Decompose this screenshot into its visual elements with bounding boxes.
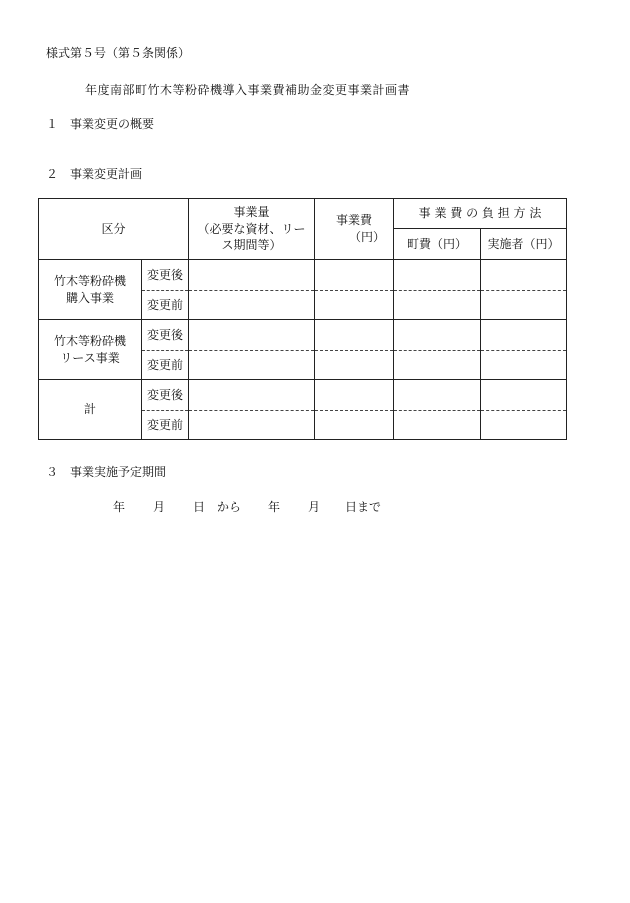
period-day-until: 日まで	[345, 500, 382, 514]
cell-total-after-quantity[interactable]	[189, 380, 315, 411]
header-quantity-line1: 事業量	[233, 204, 270, 219]
row-lease-before-label: 変更前	[142, 351, 189, 380]
header-burden-method: 事 業 費 の 負 担 方 法	[394, 199, 567, 229]
cell-total-before-town[interactable]	[394, 411, 481, 440]
header-town-cost: 町費（円）	[394, 229, 481, 260]
section-2-heading	[46, 168, 142, 180]
cell-purchase-before-cost[interactable]	[315, 291, 394, 320]
cell-lease-before-implementer[interactable]	[481, 351, 567, 380]
period-month-start: 月	[153, 500, 166, 514]
section-2-title: 事業変更計画	[70, 167, 143, 181]
row-purchase-line1: 竹木等粉砕機	[53, 273, 126, 288]
row-lease-after-label: 変更後	[142, 320, 189, 351]
cell-lease-before-town[interactable]	[394, 351, 481, 380]
header-quantity-line2: （必要な資材、リー	[197, 221, 306, 236]
row-lease-line1: 竹木等粉砕機	[53, 333, 126, 348]
section-3-heading	[46, 466, 166, 478]
header-cost	[315, 199, 394, 260]
header-quantity	[189, 199, 315, 260]
section-3-number: ３	[46, 465, 59, 479]
document-title: 年度南部町竹木等粉砕機導入事業費補助金変更事業計画書	[85, 83, 411, 97]
row-lease-line2: リース事業	[60, 350, 120, 365]
cell-lease-after-implementer[interactable]	[481, 320, 567, 351]
row-total-before-label: 変更前	[142, 411, 189, 440]
section-1-title: 事業変更の概要	[70, 117, 155, 131]
header-implementer: 実施者（円）	[481, 229, 567, 260]
change-plan-table	[38, 198, 567, 440]
header-category: 区分	[39, 199, 189, 260]
section-3-title: 事業実施予定期間	[70, 465, 167, 479]
row-purchase-before-label: 変更前	[142, 291, 189, 320]
period-year-start: 年	[113, 500, 126, 514]
cell-total-after-implementer[interactable]	[481, 380, 567, 411]
period-month-end: 月	[308, 500, 321, 514]
period-year-end: 年	[268, 500, 281, 514]
cell-lease-after-cost[interactable]	[315, 320, 394, 351]
header-quantity-line3: ス期間等）	[221, 238, 282, 253]
cell-lease-after-town[interactable]	[394, 320, 481, 351]
cell-purchase-after-quantity[interactable]	[189, 260, 315, 291]
header-cost-line1: 事業費	[336, 213, 373, 228]
row-purchase-after-label: 変更後	[142, 260, 189, 291]
implementation-period	[113, 501, 381, 513]
period-day-from: 日 から	[193, 500, 242, 514]
cell-purchase-before-implementer[interactable]	[481, 291, 567, 320]
cell-lease-before-quantity[interactable]	[189, 351, 315, 380]
cell-total-after-town[interactable]	[394, 380, 481, 411]
cell-total-before-implementer[interactable]	[481, 411, 567, 440]
row-purchase-category	[39, 260, 142, 320]
cell-lease-before-cost[interactable]	[315, 351, 394, 380]
row-purchase-line2: 購入事業	[65, 290, 114, 305]
section-1-heading	[46, 118, 154, 130]
header-cost-line2: （円）	[349, 230, 386, 244]
cell-total-before-quantity[interactable]	[189, 411, 315, 440]
row-lease-category	[39, 320, 142, 380]
section-2-number: ２	[46, 167, 59, 181]
cell-total-after-cost[interactable]	[315, 380, 394, 411]
section-1-number: １	[46, 117, 59, 131]
cell-purchase-before-town[interactable]	[394, 291, 481, 320]
cell-purchase-after-cost[interactable]	[315, 260, 394, 291]
cell-total-before-cost[interactable]	[315, 411, 394, 440]
cell-purchase-before-quantity[interactable]	[189, 291, 315, 320]
row-total-category: 計	[39, 380, 142, 440]
cell-purchase-after-town[interactable]	[394, 260, 481, 291]
form-number: 様式第５号（第５条関係）	[46, 46, 191, 60]
cell-purchase-after-implementer[interactable]	[481, 260, 567, 291]
row-total-after-label: 変更後	[142, 380, 189, 411]
cell-lease-after-quantity[interactable]	[189, 320, 315, 351]
